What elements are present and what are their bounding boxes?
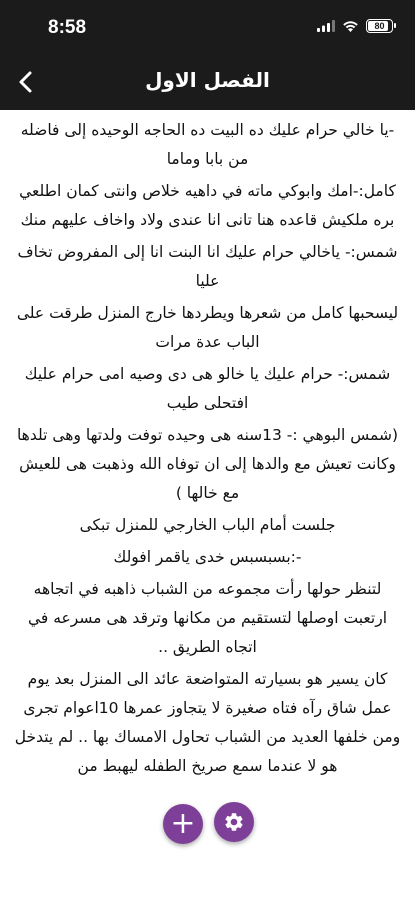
paragraph: جلست أمام الباب الخارجي للمنزل تبكى (79, 516, 336, 534)
paragraph: شمس:- ياخالي حرام عليك انا البنت انا إلى المفروض تخاف عليا (17, 243, 398, 290)
app-bar (0, 54, 415, 110)
battery-icon (366, 19, 393, 33)
wifi-icon (342, 20, 359, 32)
paragraph: ليسحبها كامل من شعرها ويطردها خارج المنزل طرقت على الباب عدة مرات (16, 304, 399, 351)
status-time: 8:58 (48, 17, 87, 38)
paragraph: (شمس البوهي :- 13سنه هى وحيده توفت ولدتها وهى تلدها وكانت تعيش مع والدها إلى ان توفاه الله وذهبت هى للعيش مع خالها ) (16, 426, 399, 502)
paragraph: كان يسير هو بسيارته المتواضعة عائد الى المنزل بعد يوم عمل شاق رآه فتاه صغيرة لا يتجاوز عمرها 10اعوام تجرى ومن خلفها العديد من الشباب تحاول الامساك بها .. لم يتدخل هو لا عندما سمع صريخ الطفله ليهبط من (14, 670, 401, 775)
chapter-text (12, 116, 403, 900)
paragraph: كامل:-امك وابوكي ماته في داهيه خلاص وانتى كمان اطلعي بره ملكيش قاعده هنا تانى انا عندى ولاد واخاف عليهم منك (19, 182, 396, 229)
status-bar (0, 0, 415, 54)
settings-button[interactable] (214, 802, 254, 842)
gear-icon (223, 811, 245, 833)
paragraph: شمس:- حرام عليك يا خالو هى دى وصيه امى حرام عليك افتحلى طيب (24, 365, 391, 412)
paragraph: -يا خالي حرام عليك ده البيت ده الحاجه الوحيده إلى فاضله من بابا وماما (20, 121, 395, 168)
battery-level: 80 (374, 21, 385, 31)
signal-icon (317, 20, 335, 32)
page-title: الفصل الاول (145, 68, 270, 92)
paragraph: لتنظر حولها رأت مجموعه من الشباب ذاهبه في اتجاهه ارتعبت اوصلها لتستقيم من مكانها وترقد هى مسرعه في اتجاه الطريق .. (27, 580, 387, 656)
add-button[interactable] (163, 804, 203, 844)
paragraph: -:بسبسبس خدى ياقمر افولك (113, 548, 302, 566)
status-icons (317, 19, 393, 33)
plus-icon: + (170, 806, 196, 841)
